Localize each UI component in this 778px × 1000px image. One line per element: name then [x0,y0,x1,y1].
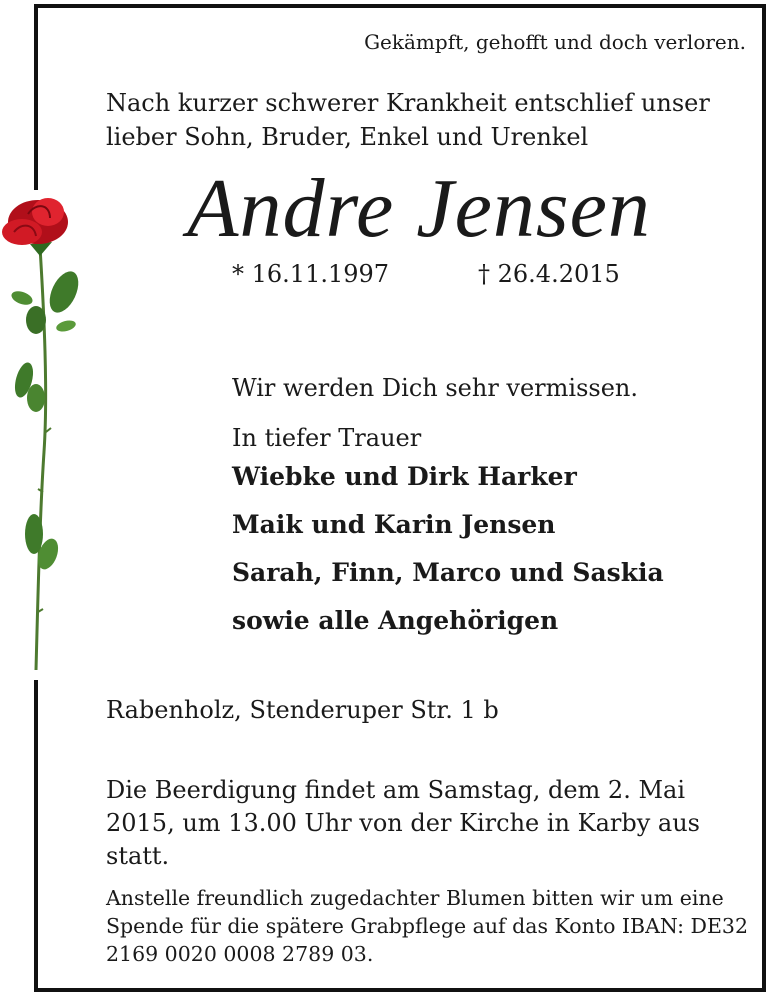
mourner-line: Sarah, Finn, Marco und Saskia [232,558,664,587]
mourner-line: Wiebke und Dirk Harker [232,462,577,491]
funeral-info: Die Beerdigung findet am Samstag, dem 2. Mai 2015, um 13.00 Uhr von der Kirche in Karby aus statt. [106,776,700,870]
mourning-label: In tiefer Trauer [232,424,422,452]
donation-note: Anstelle freundlich zugedachter Blumen bitten wir um eine Spende für die spätere Grabpflege auf das Konto IBAN: DE32 2169 0020 0008 2789 03. [106,886,749,966]
birth-date: * 16.11.1997 [232,260,390,288]
deceased-name: Andre Jensen [187,162,651,255]
motto-line: Gekämpft, gehofft und doch verloren. [364,30,746,54]
death-date: † 26.4.2015 [478,260,620,288]
rose-icon [0,192,86,672]
address-line: Rabenholz, Stenderuper Str. 1 b [106,696,499,724]
intro-text: Nach kurzer schwerer Krankheit entschlief unser lieber Sohn, Bruder, Enkel und Urenkel [106,89,710,151]
mourner-line: sowie alle Angehörigen [232,606,559,635]
mourner-line: Maik und Karin Jensen [232,510,556,539]
farewell-line: Wir werden Dich sehr vermissen. [232,374,639,402]
